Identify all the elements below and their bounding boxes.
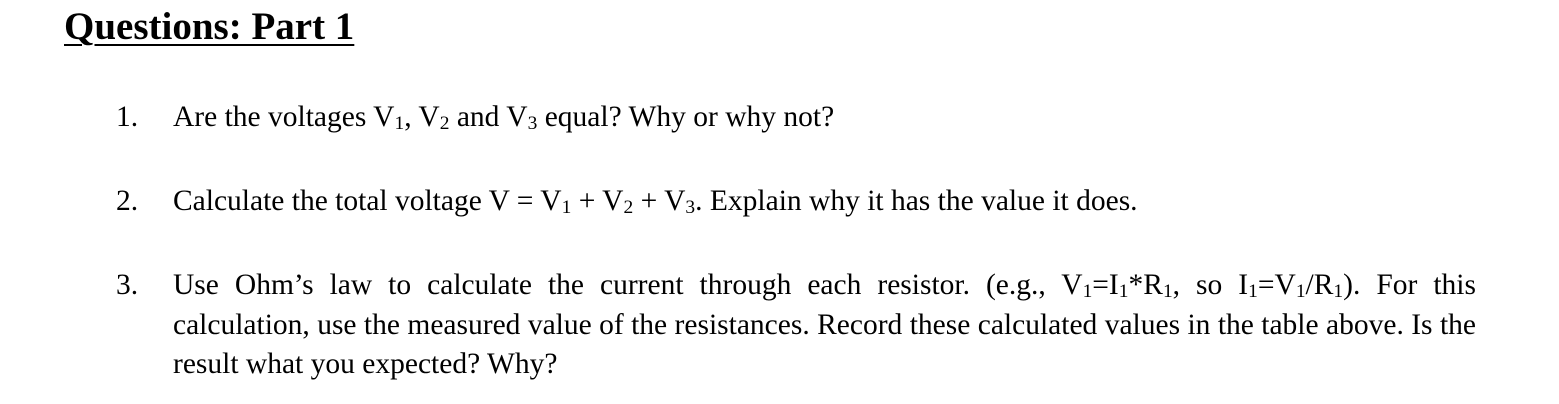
subscript: 1 [1295,281,1306,302]
subscript: 1 [394,113,405,134]
question-number: 1. [116,101,139,133]
text-run: ). For this calculation, use the measured value of the resistances. Record these calculated values in the table above. Is the result what you expected? Why? [173,269,1476,380]
text-run: + V [571,185,624,217]
subscript: 1 [1162,281,1173,302]
text-run: + V [633,185,686,217]
text-run: Calculate the total voltage V = V [173,185,562,217]
subscript: 1 [1248,281,1258,302]
subscript: 1 [561,197,572,218]
text-run: Are the voltages V [173,101,395,133]
text-run: equal? Why or why not? [537,101,835,133]
subscript: 1 [1082,281,1093,302]
text-run: *R [1128,269,1163,301]
page-heading: Questions: Part 1 [64,5,355,48]
question-2 [116,182,1496,222]
subscript: 3 [685,197,696,218]
subscript: 1 [1118,281,1129,302]
subscript: 1 [1333,281,1344,302]
text-run: =I [1092,269,1119,301]
question-number: 2. [116,185,139,217]
subscript: 2 [623,197,634,218]
question-text [173,182,1496,222]
text-run: /R [1305,269,1334,301]
text-run: , V [404,101,440,133]
text-run: Use Ohm’s law to calculate the current through each resistor. (e.g., V [173,269,1083,301]
question-text [173,98,1496,138]
question-number: 3. [116,269,139,301]
question-1 [116,98,1496,138]
question-3 [116,266,1476,385]
text-run: . Explain why it has the value it does. [695,185,1138,217]
text-run: =V [1257,269,1296,301]
subscript: 3 [527,113,538,134]
question-text [173,266,1476,385]
text-run: , so I [1172,269,1249,301]
text-run: and V [449,101,528,133]
subscript: 2 [439,113,450,134]
